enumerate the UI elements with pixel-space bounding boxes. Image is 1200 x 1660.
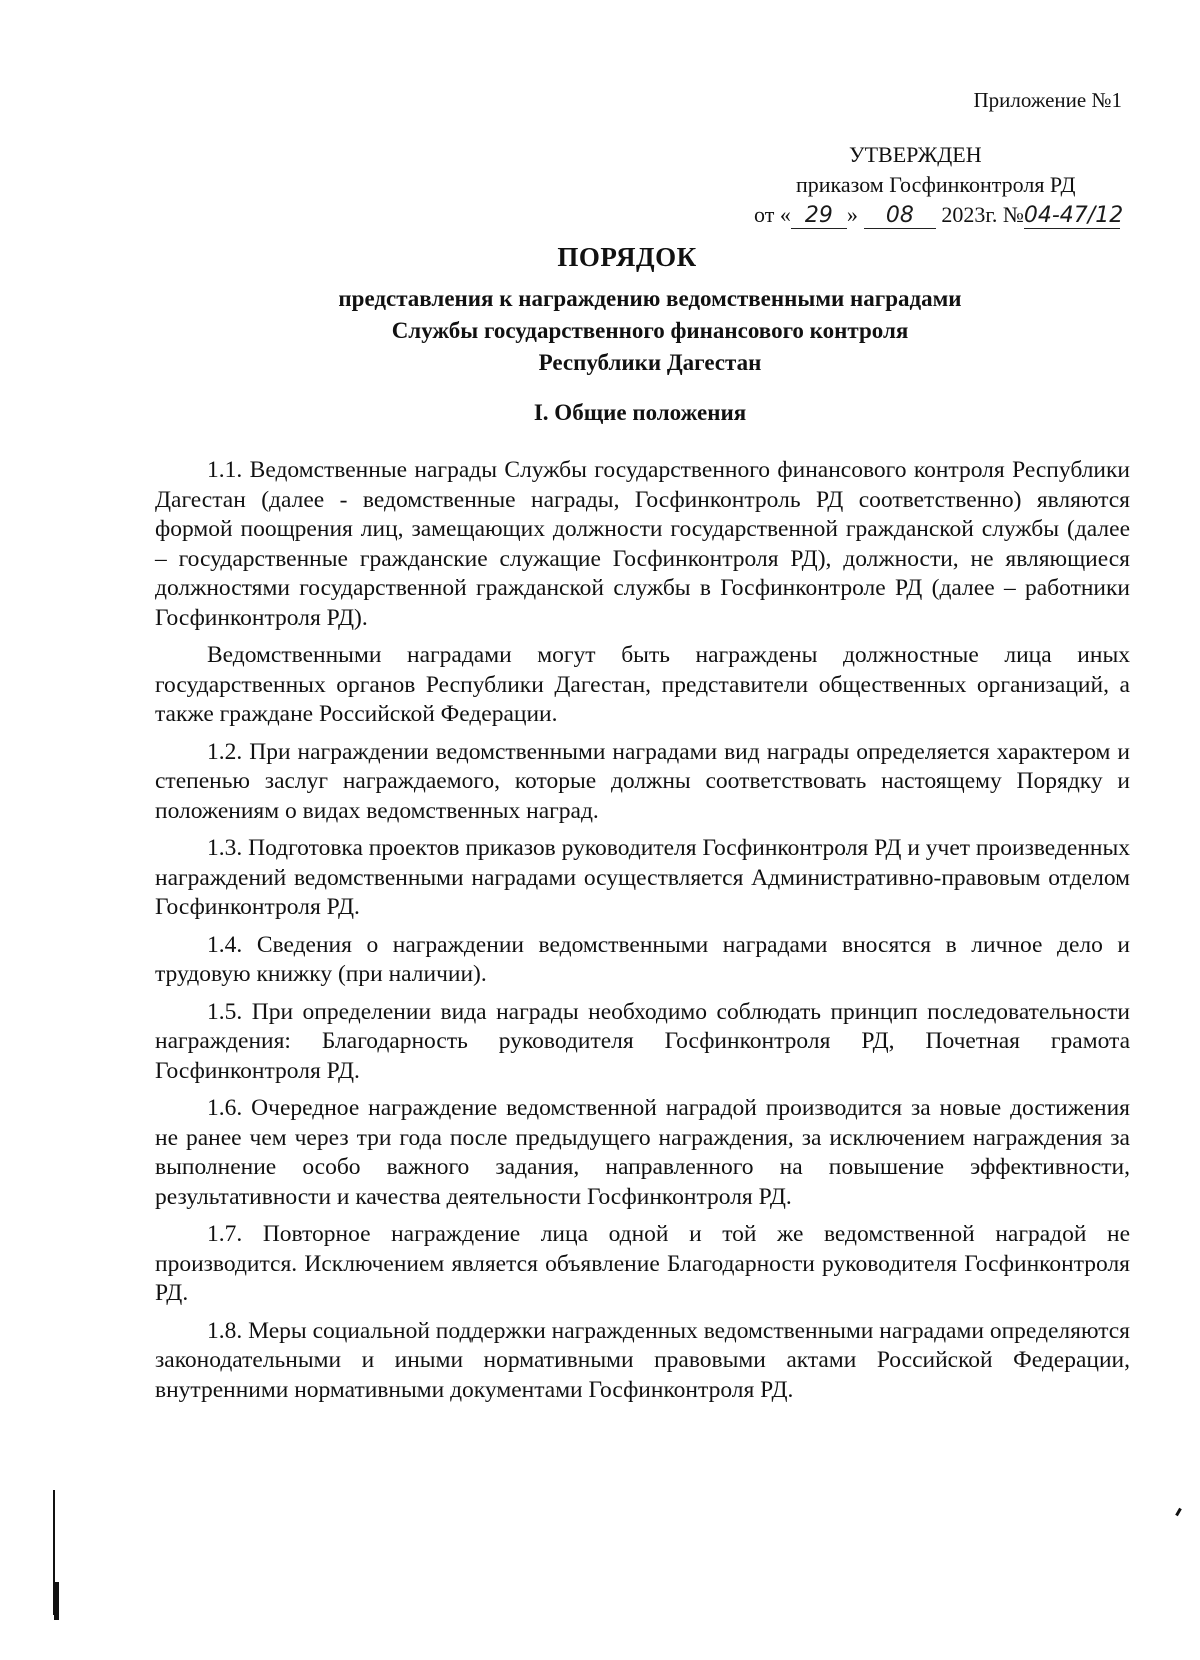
subtitle-line-2: Службы государственного финансового контроля <box>391 318 909 343</box>
order-date-line <box>754 200 1134 230</box>
paragraph-1-8: 1.8. Меры социальной поддержки награжденных ведомственными наградами определяются законодательными и иными нормативными правовыми актами Российской Федерации, внутренними нормативными документами Госфинконтроля РД. <box>155 1317 1130 1403</box>
subtitle-line-1: представления к награждению ведомственными наградами <box>338 286 962 311</box>
paragraph-1-6: 1.6. Очередное награждение ведомственной наградой производится за новые достижения не ранее чем через три года после предыдущего награждения, за исключением награждения за выполнение особо важного задания, направленного на повышение эффективности, результативности и качества деятельности Госфинконтроля РД. <box>155 1095 1130 1210</box>
paragraph-1-7: 1.7. Повторное награждение лица одной и той же ведомственной наградой не производится. Исключением является объявление Благодарности руководителя Госфинконтроля РД. <box>155 1221 1130 1306</box>
scan-speck <box>1175 1508 1182 1516</box>
handwritten-day: 29 <box>791 204 847 229</box>
paragraph-1-5: 1.5. При определении вида награды необходимо соблюдать принцип последовательности награждения: Благодарность руководителя Госфинконтроля РД, Почетная грамота Госфинконтроля РД. <box>155 998 1130 1084</box>
scan-edge-mark <box>54 1582 59 1620</box>
appendix-label: Приложение №1 <box>973 88 1122 112</box>
paragraph-1-1-cont: Ведомственными наградами могут быть награждены должностные лица иных государственных органов Республики Дагестан, представители общественных организаций, а также граждане Российской Федерации. <box>155 642 1130 727</box>
paragraph-1-4: 1.4. Сведения о награждении ведомственными наградами вносятся в личное дело и трудовую книжку (при наличии). <box>155 931 1130 987</box>
handwritten-month: 08 <box>864 204 936 229</box>
document-subtitle <box>0 283 1200 379</box>
date-year: 2023г. № <box>941 202 1024 227</box>
approval-block <box>754 140 1134 230</box>
document-title-block <box>0 242 1200 379</box>
paragraph-1-2: 1.2. При награждении ведомственными наградами вид награды определяется характером и степенью заслуг награждаемого, которые должны соответствовать настоящему Порядку и положениям о видах ведомственных наград. <box>155 738 1130 824</box>
section-heading: I. Общие положения <box>533 400 747 425</box>
order-reference: приказом Госфинконтроля РД <box>796 172 1076 197</box>
date-prefix: от « <box>754 202 791 227</box>
subtitle-line-3: Республики Дагестан <box>538 350 762 375</box>
document-title: ПОРЯДОК <box>557 242 697 272</box>
date-mid: » <box>846 202 858 227</box>
approved-label: УТВЕРЖДЕН <box>849 142 982 167</box>
handwritten-order-number: 04-47/12 <box>1023 203 1124 228</box>
paragraph-1-1: 1.1. Ведомственные награды Службы государственного финансового контроля Республики Дагестан (далее - ведомственные награды, Госфинконтроль РД соответственно) являются формой поощрения лиц, замещающих должности государственной гражданской службы (далее – государственные гражданские служащие Госфинконтроля РД), должности, не являющиеся должностями государственной гражданской службы в Госфинконтроле РД (далее – работники Госфинконтроля РД). <box>155 457 1130 631</box>
document-body <box>155 456 1130 1413</box>
paragraph-1-3: 1.3. Подготовка проектов приказов руководителя Госфинконтроля РД и учет произведенных награждений ведомственными наградами осуществляется Административно-правовым отделом Госфинконтроля РД. <box>155 835 1131 920</box>
